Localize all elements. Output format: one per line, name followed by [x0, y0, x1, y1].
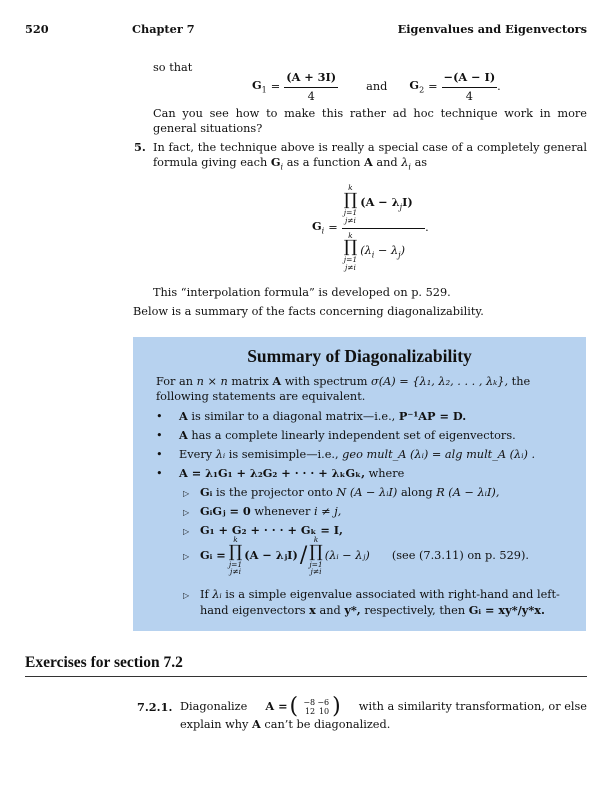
- summary-box: [133, 337, 586, 631]
- chapter-title: Chapter 7: [132, 22, 195, 36]
- simple-eigenvalue-statement: If λᵢ is a simple eigenvalue associated with right-hand and left-: [200, 588, 560, 601]
- bullet-icon: •: [156, 467, 163, 480]
- product-operator: k ∏ j=1 j≠i: [309, 534, 323, 577]
- section-title: Eigenvalues and Eigenvectors: [397, 22, 587, 36]
- orthogonality-statement: GᵢGⱼ = 0 whenever i ≠ j,: [200, 504, 342, 518]
- page-number: 520: [25, 22, 49, 36]
- statement-similar: A is similar to a diagonal matrix—i.e., P⁻¹AP = D.: [179, 409, 467, 423]
- exercise-matrix: −8 −6 12 10: [303, 697, 330, 716]
- g2-fraction: $\frac{-(A - I)}{4}$: [443, 70, 496, 103]
- exercises-heading: Exercises for section 7.2: [25, 652, 587, 677]
- product-operator: k ∏ j=1 j≠i: [343, 182, 358, 225]
- bullet-icon: •: [156, 410, 163, 423]
- projector-statement: Gᵢ is the projector onto N (A − λᵢI) along R (A − λᵢI),: [200, 485, 500, 499]
- g1-fraction: $\frac{(A + 3I)}{4}$: [286, 70, 337, 103]
- g2-symbol: $G_2$: [409, 77, 425, 95]
- summary-title: Summary of Diagonalizability: [247, 346, 472, 366]
- interpolation-formula: $G_i$ = k ∏ j=1 j≠i $(A - \lambda_jI)$ k ∏ j=1 j≠i $(\lambda_i - \lambda_j)$ .: [312, 182, 429, 273]
- interpolation-note: This “interpolation formula” is developed on p. 529.: [153, 286, 451, 299]
- and-word: and: [366, 80, 388, 94]
- triangle-bullet-icon: ▷: [183, 489, 190, 498]
- summary-lead: For an n × n matrix A with spectrum σ(A) = {λ₁, λ₂, . . . , λₖ}, the: [156, 374, 531, 388]
- statement-semisimple: Every λᵢ is semisimple—i.e., geo mult_A (λᵢ) = alg mult_A (λᵢ) .: [179, 448, 536, 461]
- g1-g2-formula: $G_1$ = $\frac{(A + 3I)}{4}$ and $G_2$ = $\frac{-(A - I)}{4}$ .: [252, 70, 501, 103]
- exercise-number: 7.2.1.: [137, 700, 173, 714]
- product-operator: k ∏ j=1 j≠i: [228, 534, 243, 577]
- triangle-bullet-icon: ▷: [183, 527, 190, 536]
- summary-lead-line2: following statements are equivalent.: [156, 390, 366, 403]
- triangle-bullet-icon: ▷: [183, 508, 190, 517]
- summary-intro: Below is a summary of the facts concerning diagonalizability.: [133, 305, 484, 318]
- exercise-text-line2: explain why A can’t be diagonalized.: [180, 717, 391, 731]
- sum-statement: G₁ + G₂ + · · · + Gₖ = I,: [200, 523, 343, 537]
- statement-eigenvectors: A has a complete linearly independent set of eigenvectors.: [179, 428, 516, 442]
- triangle-bullet-icon: ▷: [183, 591, 190, 600]
- running-header: [25, 22, 587, 38]
- triangle-bullet-icon: ▷: [183, 552, 190, 561]
- interpolation-fraction: k ∏ j=1 j≠i $(A - \lambda_jI)$ k ∏ j=1 j≠i $(\lambda_i - \lambda_j)$: [342, 184, 425, 272]
- bullet-icon: •: [156, 448, 163, 461]
- projector-formula: Gᵢ = k ∏ j=1 j≠i (A − λⱼI) / k ∏ j=1 j≠i (λᵢ − λⱼ) (see (7.3.11) on p. 529).: [200, 534, 529, 577]
- so-that-text: so that: [153, 61, 193, 74]
- item-5-text: In fact, the technique above is really a special case of a completely general formula giving each $G_i$ as a function A and $\lambda_i$ as: [153, 141, 587, 172]
- ad-hoc-question: Can you see how to make this rather ad hoc technique work in more general situations?: [153, 107, 587, 136]
- simple-eigenvalue-statement-line2: hand eigenvectors x and y*, respectively, then Gᵢ = xy*/y*x.: [200, 603, 545, 617]
- product-operator: k ∏ j=1 j≠i: [343, 230, 358, 273]
- g1-symbol: $G_1$: [252, 77, 267, 95]
- statement-spectral: A = λ₁G₁ + λ₂G₂ + · · · + λₖGₖ, where: [179, 466, 405, 480]
- item-5-number: 5.: [134, 140, 146, 154]
- bullet-icon: •: [156, 429, 163, 442]
- exercise-text: Diagonalize A = ( −8 −6 12 10 ) with a similarity transformation, or else: [180, 694, 587, 719]
